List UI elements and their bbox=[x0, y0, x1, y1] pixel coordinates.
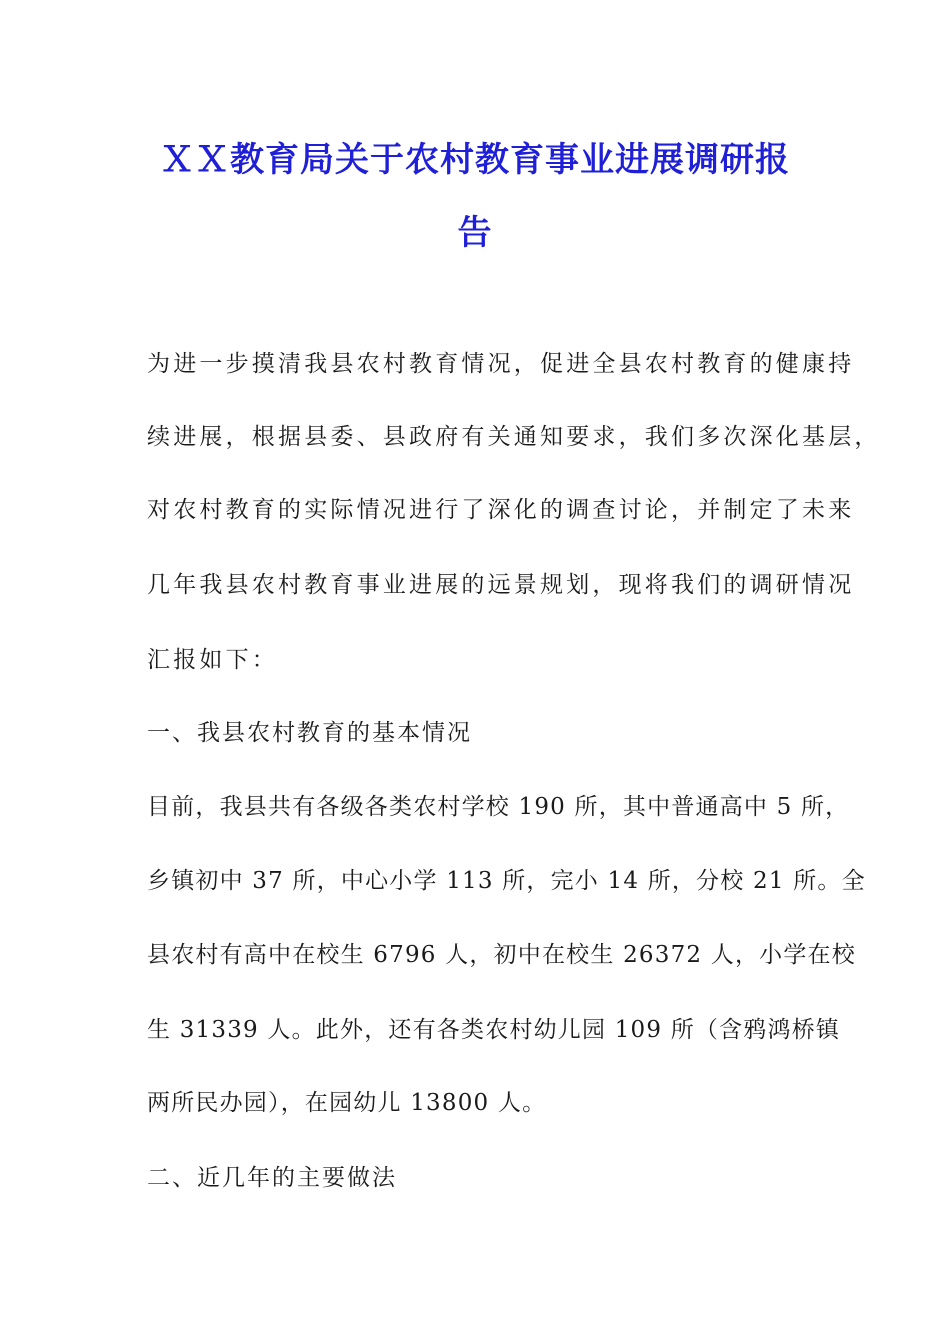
section1-paragraph-line-4: 生 31339 人。此外，还有各类农村幼儿园 109 所（含鸦鸿桥镇 bbox=[147, 1017, 841, 1043]
document-title-line-2: 告 bbox=[457, 213, 493, 253]
section-heading-2: 二、近几年的主要做法 bbox=[147, 1165, 397, 1191]
section1-paragraph-line-5: 两所民办园），在园幼儿 13800 人。 bbox=[147, 1090, 547, 1116]
section1-paragraph-line-1: 目前，我县共有各级各类农村学校 190 所，其中普通高中 5 所， bbox=[147, 794, 850, 820]
intro-paragraph-line-1: 为进一步摸清我县农村教育情况，促进全县农村教育的健康持 bbox=[147, 351, 855, 377]
section1-paragraph-line-2: 乡镇初中 37 所，中心小学 113 所，完小 14 所，分校 21 所。全 bbox=[147, 868, 866, 894]
section1-paragraph-line-3: 县农村有高中在校生 6796 人，初中在校生 26372 人，小学在校 bbox=[147, 942, 856, 968]
section-heading-1: 一、我县农村教育的基本情况 bbox=[147, 720, 472, 746]
document-title-line-1: ＸＸ教育局关于农村教育事业进展调研报 bbox=[160, 140, 790, 180]
intro-paragraph-line-5: 汇报如下： bbox=[147, 647, 278, 673]
intro-paragraph-line-3: 对农村教育的实际情况进行了深化的调查讨论，并制定了未来 bbox=[147, 497, 855, 523]
intro-paragraph-line-4: 几年我县农村教育事业进展的远景规划，现将我们的调研情况 bbox=[147, 572, 855, 598]
intro-paragraph-line-2: 续进展，根据县委、县政府有关通知要求，我们多次深化基层， bbox=[147, 424, 881, 450]
